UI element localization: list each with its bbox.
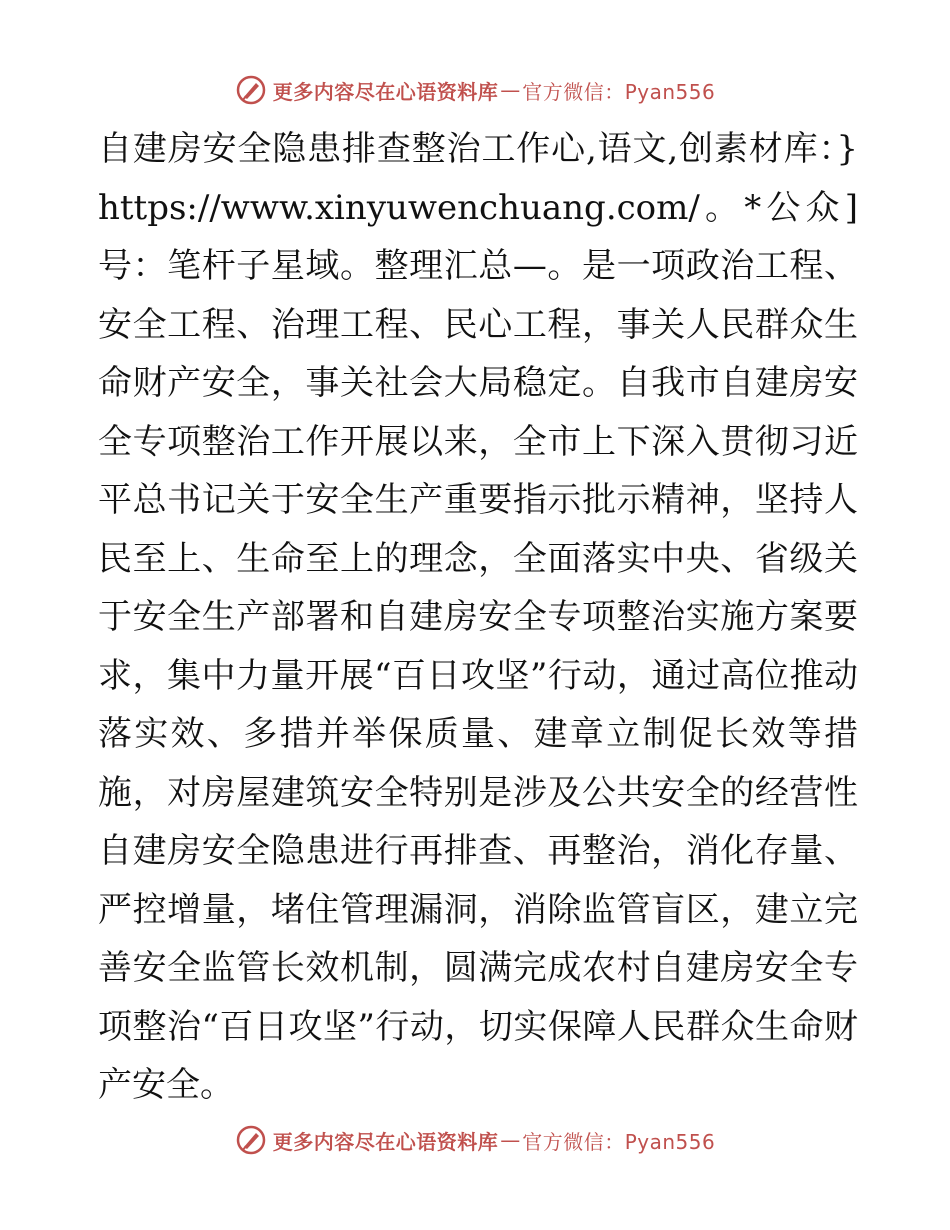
footer-brand-text: 更多内容尽在心语资料库 [272, 1129, 499, 1154]
footer-contact-text: 官方微信：Pyan556 [522, 1129, 716, 1154]
footer-banner [0, 1122, 950, 1158]
header-separator: — [500, 78, 521, 102]
header-contact-text: 官方微信：Pyan556 [522, 79, 716, 104]
quill-logo-icon [235, 1124, 267, 1156]
footer-separator: — [500, 1128, 521, 1152]
quill-logo-icon [235, 74, 267, 106]
header-brand-text: 更多内容尽在心语资料库 [272, 79, 499, 104]
header-banner [0, 72, 950, 108]
document-body: 自建房安全隐患排查整治工作心,语文,创素材库：}https://www.xinyuwenchuang.com/。*公众]号：笔杆子星域。整理汇总—。是一项政治工程、安全工程、治理工程、民心工程，事关人民群众生命财产安全，事关社会大局稳定。自我市自建房安全专项整治工作开展以来，全市上下深入贯彻习近平总书记关于安全生产重要指示批示精神，坚持人民至上、生命至上的理念，全面落实中央、省级关于安全生产部署和自建房安全专项整治实施方案要求，集中力量开展“百日攻坚”行动，通过高位推动落实效、多措并举保质量、建章立制促长效等措施，对房屋建筑安全特别是涉及公共安全的经营性自建房安全隐患进行再排查、再整治，消化存量、严控增量，堵住管理漏洞，消除监管盲区，建立完善安全监管长效机制，圆满完成农村自建房安全专项整治“百日攻坚”行动，切实保障人民群众生命财产安全。 [98, 129, 858, 1105]
